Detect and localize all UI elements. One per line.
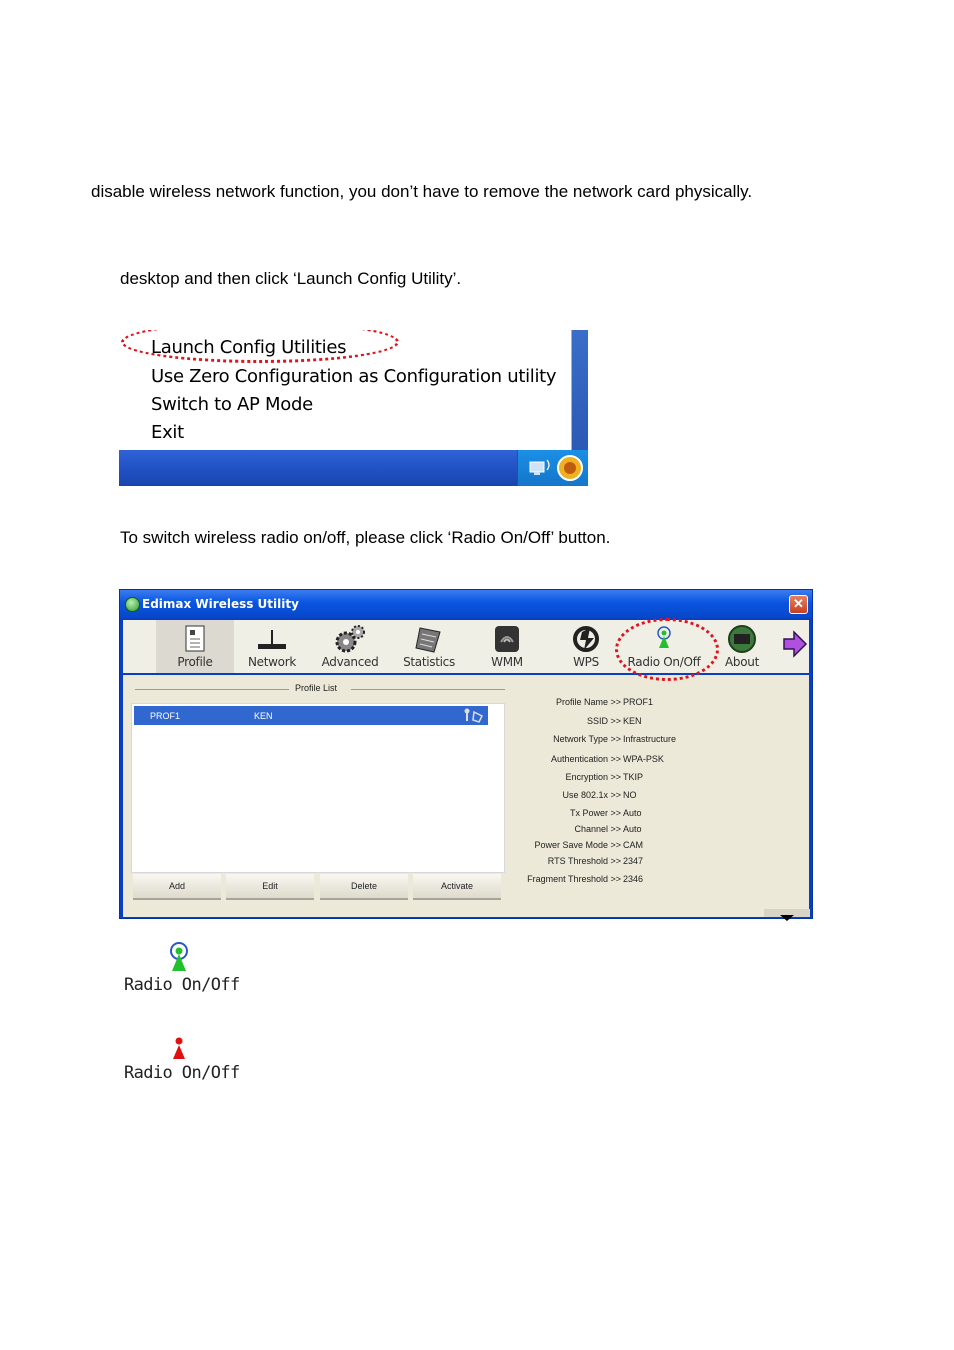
tab-network-label: Network (247, 655, 296, 669)
profile-list-header (135, 683, 505, 695)
edit-button[interactable]: Edit (226, 874, 314, 900)
radio-off-label: Radio On/Off (124, 1063, 240, 1083)
app-icon (125, 597, 140, 612)
info-value: Infrastructure (623, 734, 677, 744)
scroll-down-button[interactable] (764, 909, 810, 917)
menu-item-launch-config[interactable]: Launch Config Utilities (151, 337, 347, 358)
info-value: TKIP (623, 772, 644, 782)
wmm-icon (493, 624, 521, 654)
close-button[interactable]: ✕ (789, 595, 808, 614)
network-icon (256, 624, 288, 654)
edimax-utility-window (119, 589, 813, 919)
profile-name-cell: PROF1 (150, 711, 181, 721)
paragraph-3: To switch wireless radio on/off, please click ‘Radio On/Off’ button. (120, 528, 611, 547)
info-key: Network Type >> (553, 734, 621, 744)
signal-status-icon (461, 708, 485, 723)
info-value: Auto (623, 808, 642, 818)
radio-on-legend-icon (167, 941, 191, 975)
tab-wmm-label: WMM (491, 655, 523, 669)
info-value: CAM (623, 840, 643, 850)
highlight-circle (121, 330, 399, 363)
next-arrow-icon[interactable] (782, 630, 808, 658)
info-value: PROF1 (623, 697, 654, 707)
info-key: Channel >> (574, 824, 621, 834)
tab-wps-label: WPS (573, 655, 599, 669)
gears-icon (333, 624, 367, 656)
tab-profile[interactable] (156, 620, 234, 673)
tab-about-label: About (725, 655, 759, 669)
activate-button[interactable]: Activate (413, 874, 501, 900)
menu-item-exit[interactable]: Exit (151, 422, 184, 443)
profile-ssid-cell: KEN (254, 711, 273, 721)
about-icon (726, 624, 758, 654)
info-key: RTS Threshold >> (547, 856, 621, 866)
profile-icon (183, 624, 207, 654)
statistics-icon (414, 624, 444, 654)
tab-profile-label: Profile (177, 655, 213, 669)
info-key: Use 802.1x >> (562, 790, 621, 800)
profile-list-label: Profile List (295, 683, 338, 693)
info-value: KEN (623, 716, 642, 726)
content-panel (123, 675, 809, 917)
title-bar (120, 590, 812, 618)
info-key: Encryption >> (565, 772, 621, 782)
tab-advanced[interactable] (311, 620, 389, 673)
menu-item-ap-mode[interactable]: Switch to AP Mode (151, 394, 313, 415)
info-key: SSID >> (586, 716, 621, 726)
triangle-down-icon (764, 914, 810, 922)
context-menu-screenshot (119, 330, 588, 486)
info-value: WPA-PSK (623, 754, 664, 764)
tab-advanced-label: Advanced (321, 655, 379, 669)
tab-network[interactable] (233, 620, 311, 673)
info-key: Profile Name >> (555, 697, 621, 707)
tab-wps[interactable] (547, 620, 625, 673)
radio-highlight-circle (615, 618, 719, 681)
profile-row[interactable] (134, 706, 488, 725)
info-value: 2347 (623, 856, 644, 866)
radio-on-label: Radio On/Off (124, 975, 240, 995)
context-menu (119, 330, 572, 451)
profile-list (131, 703, 505, 873)
info-value: 2346 (623, 874, 644, 884)
info-value: Auto (623, 824, 642, 834)
tab-statistics[interactable] (390, 620, 468, 673)
menu-item-zero-config[interactable]: Use Zero Configuration as Configuration utility (151, 366, 557, 387)
info-key: Tx Power >> (569, 808, 621, 818)
desktop-background (571, 330, 588, 450)
window-title: Edimax Wireless Utility (142, 597, 299, 611)
tray-icons (518, 450, 588, 486)
info-key: Authentication >> (550, 754, 621, 764)
info-key: Fragment Threshold >> (527, 874, 621, 884)
info-key: Power Save Mode >> (534, 840, 621, 850)
tab-wmm[interactable] (468, 620, 546, 673)
delete-button[interactable]: Delete (320, 874, 408, 900)
radio-off-legend-icon (170, 1036, 188, 1062)
paragraph-2: desktop and then click ‘Launch Config Utility’. (120, 269, 462, 288)
add-button[interactable]: Add (133, 874, 221, 900)
wps-icon (572, 624, 600, 654)
paragraph-1: disable wireless network function, you don’t have to remove the network card physically. (91, 182, 753, 201)
system-tray (517, 450, 588, 486)
tab-statistics-label: Statistics (403, 655, 455, 669)
info-value: NO (623, 790, 637, 800)
tab-radio-onoff-label: Radio On/Off (627, 655, 701, 669)
